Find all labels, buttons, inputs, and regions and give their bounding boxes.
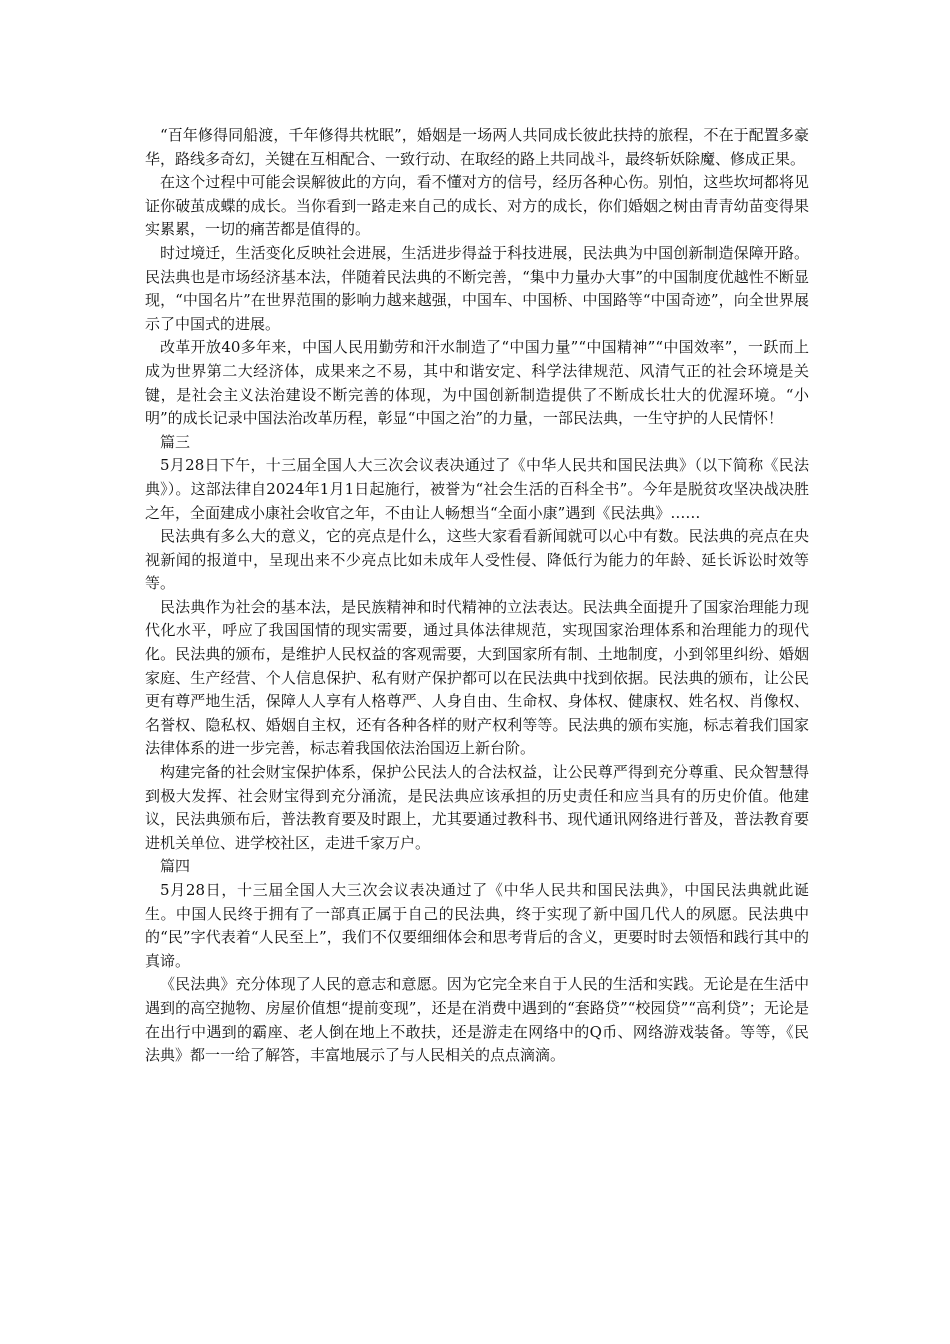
paragraph-code-born: 5月28日，十三届全国人大三次会议表决通过了《中华人民共和国民法典》，中国民法典就此诞生。中国人民终于拥有了一部真正属于自己的民法典，终于实现了新中国几代人的夙愿。民法典中的“民”字代表着“人民至上”，我们不仅要细细体会和思考背后的含义，更要时时去领悟和践行其中的真谛。 <box>145 881 809 970</box>
paragraph-reform: 改革开放40多年来，中国人民用勤劳和汗水制造了“中国力量”“中国精神”“中国效率”，一跃而上成为世界第二大经济体，成果来之不易，其中和谐安定、科学法律规范、风清气正的社会环境是关键，是社会主义法治建设不断完善的体现，为中国创新制造提供了不断成长壮大的优渥环境。“小明”的成长记录中国法治改革历程，彰显“中国之治”的力量，一部民法典，一生守护的人民情怀！ <box>145 338 809 428</box>
document-page <box>145 124 809 1068</box>
section-heading-4: 篇四 <box>160 857 191 876</box>
paragraph-marriage-journey: “百年修得同船渡，千年修得共枕眠”，婚姻是一场两人共同成长彼此扶持的旅程，不在于配置多豪华，路线多奇幻，关键在互相配合、一致行动、在取经的路上共同战斗，最终斩妖除魔、修成正果。 <box>145 126 809 168</box>
paragraph-progress: 时过境迁，生活变化反映社会进展，生活进步得益于科技进展，民法典为中国创新制造保障开路。民法典也是市场经济基本法，伴随着民法典的不断完善，“集中力量办大事”的中国制度优越性不断显现，“中国名片”在世界范围的影响力越来越强，中国车、中国桥、中国路等“中国奇迹”，向全世界展示了中国式的进展。 <box>145 243 809 333</box>
paragraph-people-will: 《民法典》充分体现了人民的意志和意愿。因为它完全来自于人民的生活和实践。无论是在生活中遇到的高空抛物、房屋价值想“提前变现”，还是在消费中遇到的“套路贷”“校园贷”“高利贷”；无论是在出行中遇到的霸座、老人倒在地上不敢扶，还是游走在网络中的Q币、网络游戏装备。等等，《民法典》都一一给了解答，丰富地展示了与人民相关的点点滴滴。 <box>145 975 809 1065</box>
paragraph-basic-law: 民法典作为社会的基本法，是民族精神和时代精神的立法表达。民法典全面提升了国家治理能力现代化水平，呼应了我国国情的现实需要，通过具体法律规范，实现国家治理体系和治理能力的现代化。民法典的颁布，是维护人民权益的客观需要，大到国家所有制、土地制度，小到邻里纠纷、婚姻家庭、生产经营、个人信息保护、私有财产保护都可以在民法典中找到依据。民法典的颁布，让公民更有尊严地生活，保障人人享有人格尊严、人身自由、生命权、身体权、健康权、姓名权、肖像权、名誉权、隐私权、婚姻自主权，还有各种各样的财产权利等等。民法典的颁布实施，标志着我们国家法律体系的进一步完善，标志着我国依法治国迈上新台阶。 <box>145 597 809 758</box>
paragraph-property-protection: 构建完备的社会财宝保护体系，保护公民法人的合法权益，让公民尊严得到充分尊重、民众智慧得到极大发挥、社会财宝得到充分涌流，是民法典应该承担的历史责任和应当具有的历史价值。他建议，民法典颁布后，普法教育要及时跟上，尤其要通过教科书、现代通讯网络进行普及，普法教育要进机关单位、进学校社区，走进千家万户。 <box>145 763 809 852</box>
paragraph-highlights: 民法典有多么大的意义，它的亮点是什么，这些大家看看新闻就可以心中有数。民法典的亮点在央视新闻的报道中，呈现出来不少亮点比如未成年人受性侵、降低行为能力的年龄、延长诉讼时效等等。 <box>145 527 809 593</box>
section-heading-3: 篇三 <box>160 432 191 451</box>
paragraph-growth: 在这个过程中可能会误解彼此的方向，看不懂对方的信号，经历各种心伤。别怕，这些坎坷都将见证你破茧成蝶的成长。当你看到一路走来自己的成长、对方的成长，你们婚姻之树由青青幼苗变得果实累累，一切的痛苦都是值得的。 <box>145 173 809 239</box>
paragraph-civil-code-passed: 5月28日下午，十三届全国人大三次会议表决通过了《中华人民共和国民法典》（以下简称《民法典》）。这部法律自2024年1月1日起施行，被誉为“社会生活的百科全书”。今年是脱贫攻坚决战决胜之年，全面建成小康社会收官之年，不由让人畅想当“全面小康”遇到《民法典》…… <box>145 456 809 522</box>
